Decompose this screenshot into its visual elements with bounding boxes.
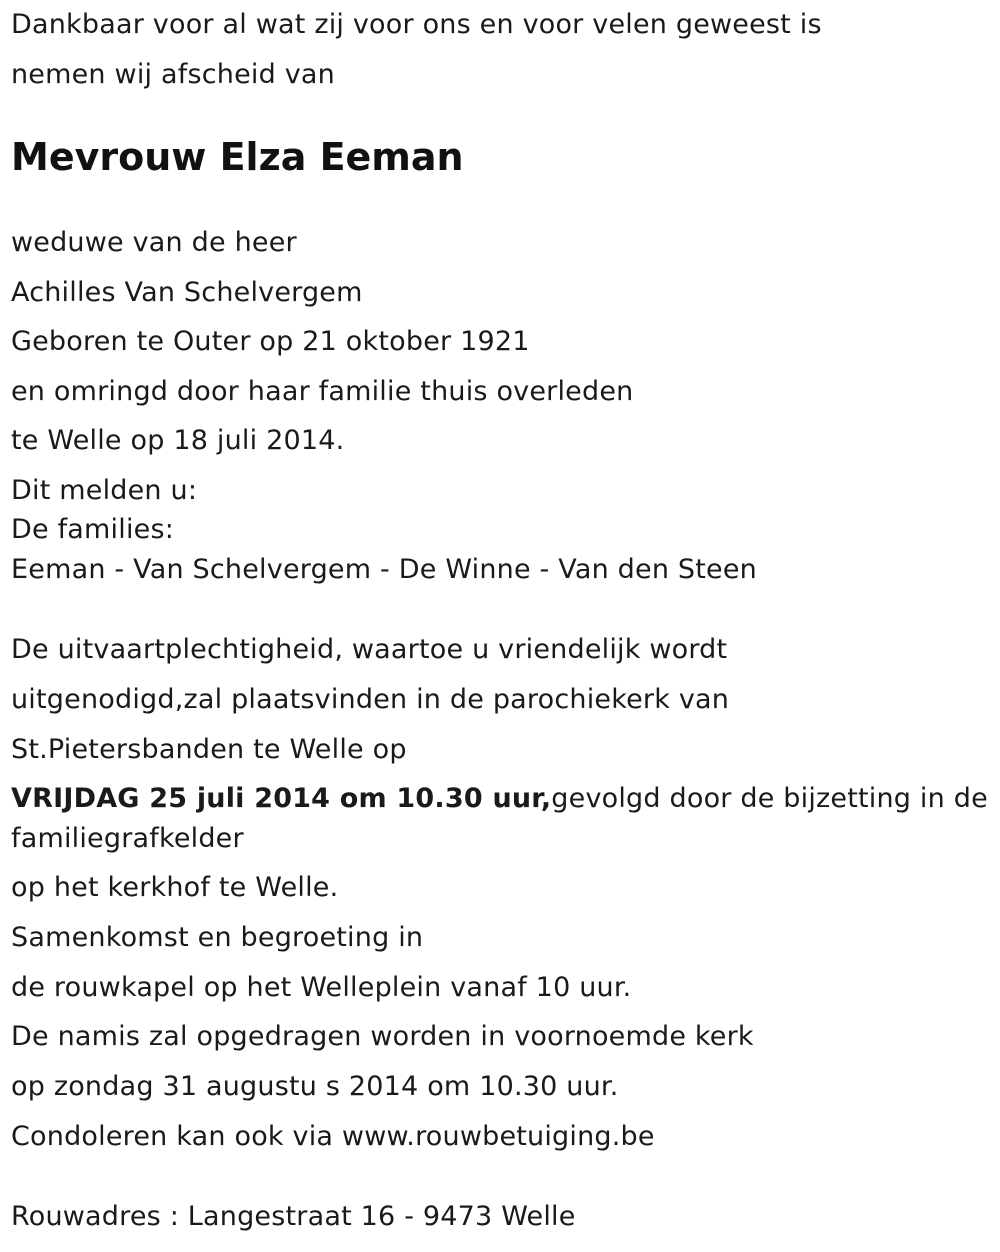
funeral-line-3: St.Pietersbanden te Welle op (11, 734, 407, 765)
death-info-line-2: te Welle op 18 juli 2014. (11, 425, 345, 456)
funeral-line-9: De namis zal opgedragen worden in voornoemde kerk (11, 1021, 754, 1052)
funeral-date-rest: gevolgd door de bijzetting in de (551, 783, 988, 814)
funeral-line-5: familiegrafkelder (11, 823, 244, 854)
funeral-line-7: Samenkomst en begroeting in (11, 922, 424, 953)
families-label: De families: (11, 514, 175, 545)
funeral-line-2: uitgenodigd,zal plaatsvinden in de parochiekerk van (11, 684, 730, 715)
funeral-line-10: op zondag 31 augustu s 2014 om 10.30 uur. (11, 1071, 619, 1102)
announced-by: Dit melden u: (11, 475, 198, 506)
mourning-address: Rouwadres : Langestraat 16 - 9473 Welle (11, 1201, 576, 1232)
funeral-line-6: op het kerkhof te Welle. (11, 872, 339, 903)
funeral-line-1: De uitvaartplechtigheid, waartoe u vriendelijk wordt (11, 634, 728, 665)
families-names: Eeman - Van Schelvergem - De Winne - Van den Steen (11, 554, 757, 585)
funeral-date-bold: VRIJDAG 25 juli 2014 om 10.30 uur, (11, 783, 552, 814)
spouse-name: Achilles Van Schelvergem (11, 277, 363, 308)
funeral-date-line (11, 779, 988, 819)
funeral-line-8: de rouwkapel op het Welleplein vanaf 10 uur. (11, 972, 632, 1003)
deceased-name: Mevrouw Elza Eeman (11, 135, 464, 179)
birth-info: Geboren te Outer op 21 oktober 1921 (11, 326, 530, 357)
widow-of-label: weduwe van de heer (11, 227, 297, 258)
death-info-line-1: en omringd door haar familie thuis overleden (11, 376, 634, 407)
intro-line-2: nemen wij afscheid van (11, 59, 335, 90)
condolence-line: Condoleren kan ook via www.rouwbetuiging.be (11, 1121, 655, 1152)
intro-line-1: Dankbaar voor al wat zij voor ons en voor velen geweest is (11, 9, 822, 40)
